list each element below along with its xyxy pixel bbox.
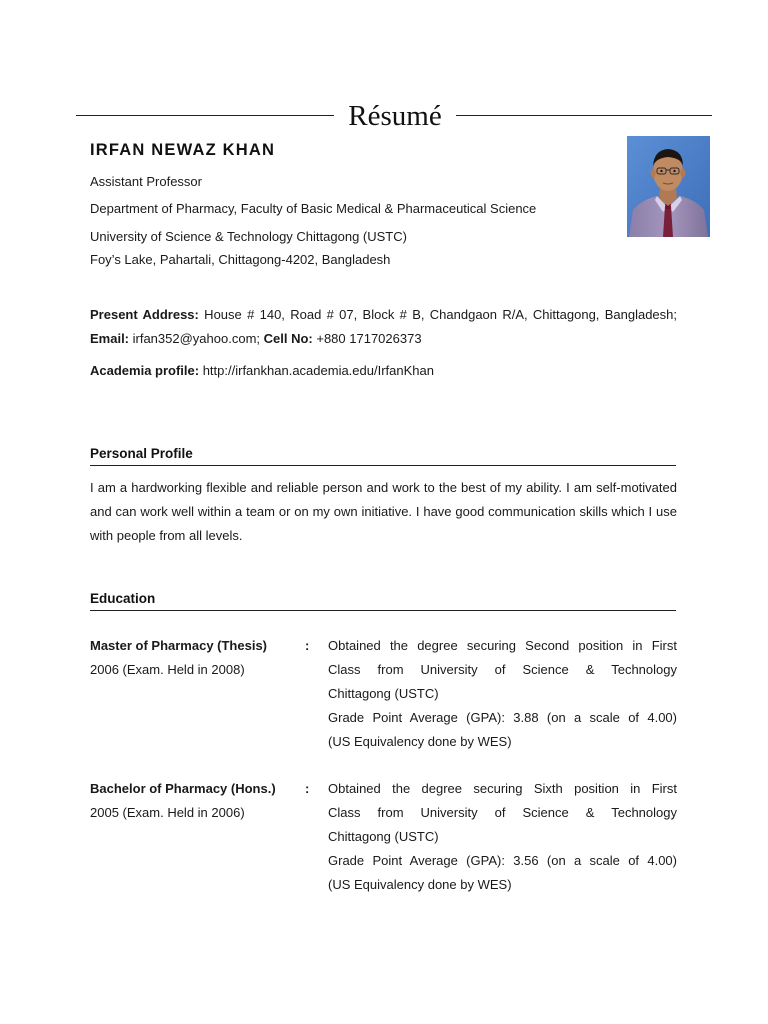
degree-gpa: Grade Point Average (GPA): 3.88 (on a scale of 4.00) bbox=[328, 710, 677, 725]
degree-details bbox=[328, 634, 677, 754]
degree-name: Master of Pharmacy (Thesis) bbox=[90, 638, 268, 653]
degree-detail-line: Obtained the degree securing Sixth position in First bbox=[328, 781, 677, 796]
degree-equivalency: (US Equivalency done by WES) bbox=[328, 877, 512, 892]
degree-detail-line: Class from University of Science & Technology bbox=[328, 662, 677, 677]
cell-label: Cell No: bbox=[263, 331, 313, 346]
full-name: IRFAN NEWAZ KHAN bbox=[90, 141, 276, 159]
present-address: House # 140, Road # 07, Block # B, Chandgaon R/A, Chittagong, Bangladesh; bbox=[198, 307, 678, 322]
degree-year: 2005 (Exam. Held in 2006) bbox=[90, 805, 245, 820]
degree-year: 2006 (Exam. Held in 2008) bbox=[90, 662, 245, 677]
degree-name: Bachelor of Pharmacy (Hons.) bbox=[90, 781, 276, 796]
education-heading: Education bbox=[90, 590, 676, 611]
profile-photo-image bbox=[627, 136, 710, 237]
degree-detail-line: Chittagong (USTC) bbox=[328, 829, 439, 844]
cell-number: +880 1717026373 bbox=[312, 331, 422, 346]
degree-detail-line: Chittagong (USTC) bbox=[328, 686, 439, 701]
contact-info bbox=[90, 303, 677, 351]
academia-link[interactable]: http://irfankhan.academia.edu/IrfanKhan bbox=[199, 363, 434, 378]
personal-profile-text: I am a hardworking flexible and reliable person and work to the best of my ability. I am self-motivated and can work well within a team or on my own initiative. I have good communication skills which I use with people from all levels. bbox=[90, 480, 677, 543]
academia-label: Academia profile: bbox=[90, 363, 200, 378]
education-entry-bachelors bbox=[90, 777, 300, 825]
personal-profile-heading: Personal Profile bbox=[90, 445, 676, 466]
academia-profile bbox=[90, 362, 434, 380]
degree-details bbox=[328, 777, 677, 897]
separator-colon: : bbox=[305, 781, 310, 796]
resume-title: Résumé bbox=[348, 100, 442, 132]
separator-colon: : bbox=[305, 638, 310, 653]
title-rule-left bbox=[76, 115, 334, 116]
location: Foy’s Lake, Pahartali, Chittagong-4202, Bangladesh bbox=[90, 252, 391, 267]
present-address-label: Present Address: bbox=[90, 307, 199, 322]
education-entry-masters bbox=[90, 634, 300, 682]
resume-title-row bbox=[76, 96, 712, 136]
department: Department of Pharmacy, Faculty of Basic Medical & Pharmaceutical Science bbox=[90, 201, 537, 216]
email-address[interactable]: irfan352@yahoo.com; bbox=[129, 331, 264, 346]
email-label: Email: bbox=[90, 331, 130, 346]
degree-detail-line: Class from University of Science & Technology bbox=[328, 805, 677, 820]
title-rule-right bbox=[456, 115, 712, 116]
degree-gpa: Grade Point Average (GPA): 3.56 (on a scale of 4.00) bbox=[328, 853, 677, 868]
degree-equivalency: (US Equivalency done by WES) bbox=[328, 734, 512, 749]
job-title: Assistant Professor bbox=[90, 174, 202, 189]
degree-detail-line: Obtained the degree securing Second position in First bbox=[328, 638, 677, 653]
profile-photo bbox=[627, 136, 710, 237]
university: University of Science & Technology Chittagong (USTC) bbox=[90, 229, 407, 244]
